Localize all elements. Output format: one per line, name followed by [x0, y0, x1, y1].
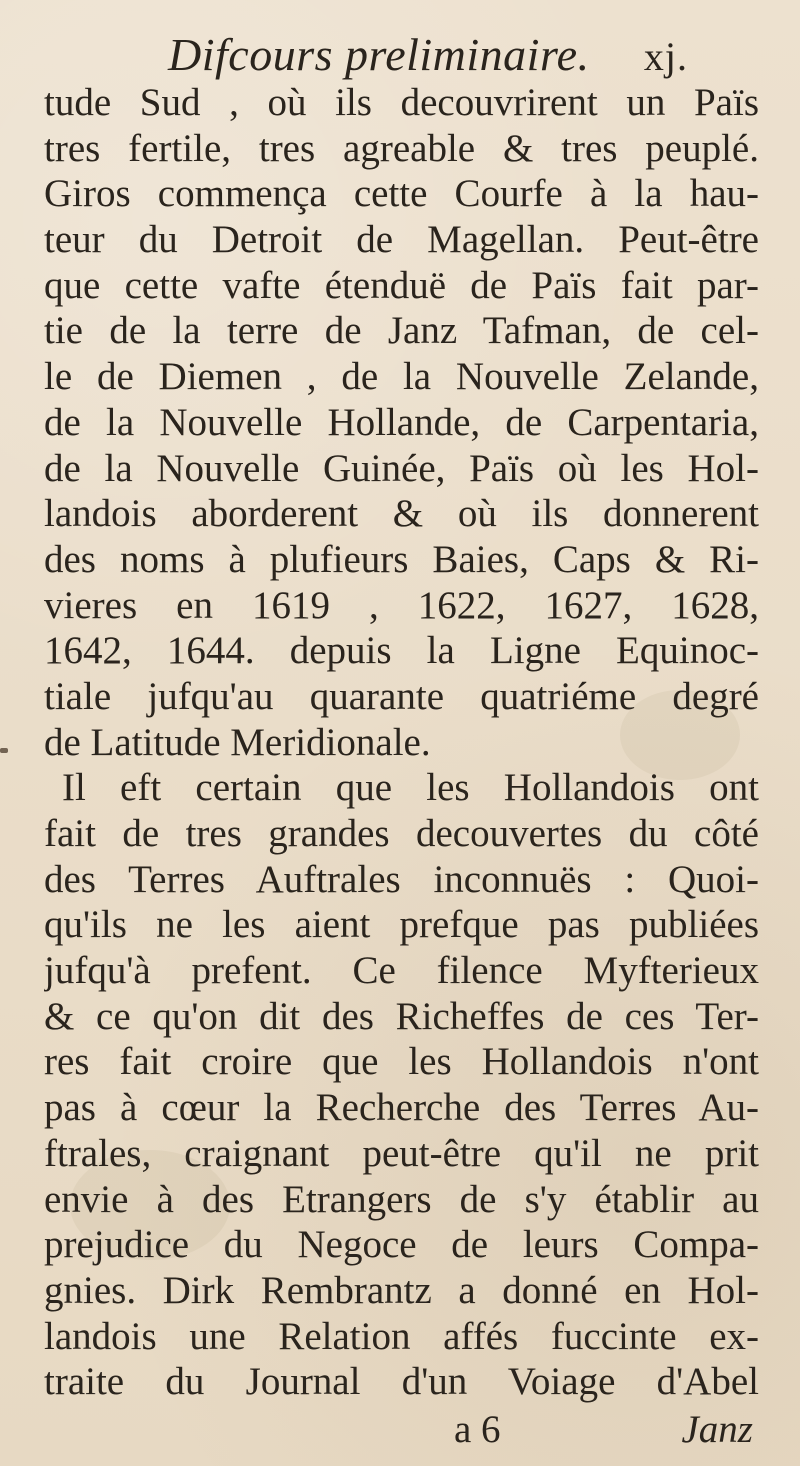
- text-line: tiale jufqu'au quarante quatriéme degré: [44, 674, 759, 718]
- page-header: [168, 28, 688, 84]
- footer-row: [44, 1407, 759, 1452]
- paragraph-2: [44, 765, 759, 1405]
- text-line: vieres en 1619 , 1622, 1627, 1628,: [44, 583, 759, 627]
- text-line: le de Diemen , de la Nouvelle Zelande,: [44, 355, 759, 399]
- page-footer: [44, 1407, 759, 1453]
- text-line: qu'ils ne les aient prefque pas publiées: [44, 903, 759, 947]
- text-line: pas à cœur la Recherche des Terres Au-: [44, 1086, 759, 1130]
- text-line: Il eft certain que les Hollandois ont: [62, 766, 759, 810]
- text-line: tie de la terre de Janz Tafman, de cel-: [44, 309, 759, 353]
- text-line: de la Nouvelle Guinée, Païs où les Hol-: [44, 446, 759, 490]
- text-line: traite du Journal d'un Voiage d'Abel: [44, 1360, 759, 1404]
- page-number: xj.: [643, 34, 688, 79]
- signature-mark: a 6: [454, 1407, 501, 1451]
- text-line: que cette vafte étenduë de Païs fait par-: [44, 263, 759, 307]
- running-title: Difcours preliminaire.: [168, 29, 590, 80]
- text-line: fait de tres grandes decouvertes du côté: [44, 812, 759, 855]
- text-line: de Latitude Meridionale.: [44, 720, 431, 764]
- margin-mark: [0, 748, 8, 753]
- text-line: des noms à plufieurs Baies, Caps & Ri-: [44, 537, 759, 581]
- text-line: envie à des Etrangers de s'y établir au: [44, 1177, 759, 1221]
- body-text: [44, 80, 759, 1453]
- text-line: tude Sud , où ils decouvrirent un Païs: [44, 81, 759, 124]
- text-line: res fait croire que les Hollandois n'ont: [44, 1040, 759, 1084]
- text-line: prejudice du Negoce de leurs Compa-: [44, 1223, 759, 1267]
- text-line: tres fertile, tres agreable & tres peuplé.: [44, 126, 759, 170]
- text-line: de la Nouvelle Hollande, de Carpentaria,: [44, 400, 759, 444]
- text-line: teur du Detroit de Magellan. Peut-être: [44, 218, 759, 262]
- text-line: des Terres Auftrales inconnuës : Quoi-: [44, 857, 759, 901]
- text-line: jufqu'à prefent. Ce filence Myfterieux: [44, 949, 759, 993]
- text-line: landois aborderent & où ils donnerent: [44, 492, 759, 536]
- text-line: & ce qu'on dit des Richeffes de ces Ter-: [44, 994, 759, 1038]
- text-line: ftrales, craignant peut-être qu'il ne prit: [44, 1131, 759, 1175]
- text-line: 1642, 1644. depuis la Ligne Equinoc-: [44, 629, 759, 673]
- paragraph-1: [44, 80, 759, 765]
- catchword: Janz: [681, 1407, 753, 1451]
- text-line: gnies. Dirk Rembrantz a donné en Hol-: [44, 1268, 759, 1312]
- text-line: Giros commença cette Courfe à la hau-: [44, 172, 759, 216]
- text-line: landois une Relation affés fuccinte ex-: [44, 1314, 759, 1358]
